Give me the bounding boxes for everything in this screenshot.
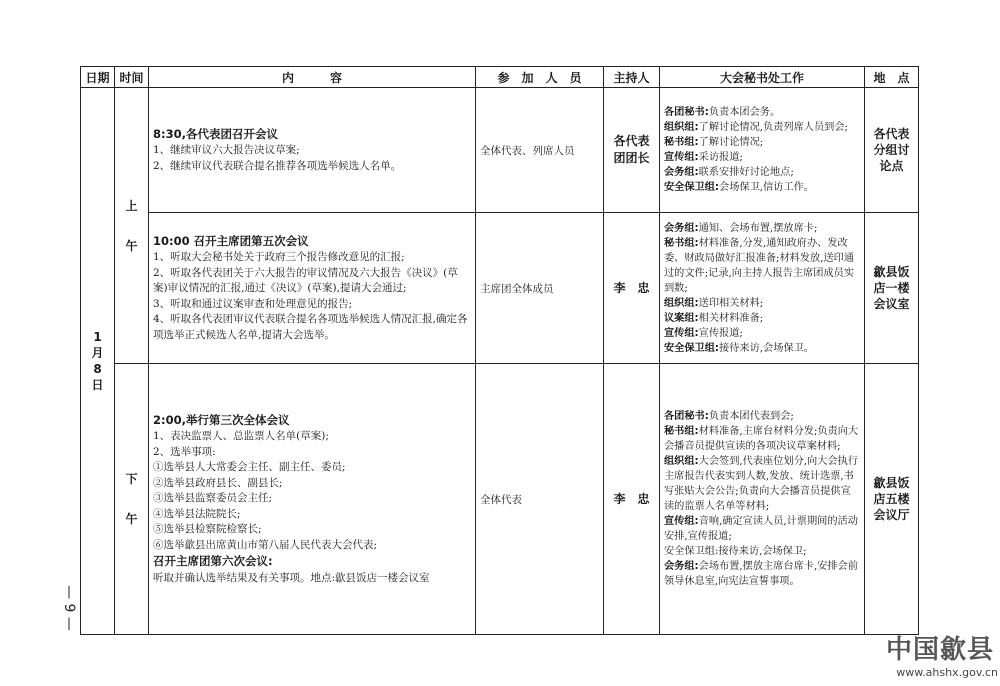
header-time: 时间: [115, 67, 149, 88]
secretariat-cell: 各团秘书:负责本团代表到会; 秘书组:材料准备,主席台材料分发;负责向大会播音员提供宣读的各项决议草案材料; 组织组:大会签到,代表座位划分,向大会执行主席报告代表实到人数,发放、统计选票,书写张贴大会公告;负责向大会播音员提供宣读的监票人名单等材料; 宣传组:音响,确定宣读人员,计票期间的活动安排,宣传报道; 安全保卫组:接待来访,会场保卫; 会务组:会场布置,摆放主席台席卡,安排会前领导休息室,向宪法宣誓事项。: [660, 364, 865, 635]
header-date: 日期: [81, 67, 115, 88]
host-cell: 李 忠: [604, 213, 660, 364]
header-host: 主持人: [604, 67, 660, 88]
schedule-table: [80, 66, 919, 635]
host-cell: 各代表 团团长: [604, 88, 660, 213]
participants-cell: 全体代表: [476, 364, 604, 635]
table-row: [81, 364, 919, 635]
header-secretariat: 大会秘书处工作: [660, 67, 865, 88]
watermark-url: www.ahshx.gov.cn: [896, 666, 998, 679]
table-row: [81, 88, 919, 213]
secretariat-cell: 会务组:通知、会场布置,摆放席卡; 秘书组:材料准备,分发,通知政府办、发改委、财政局做好汇报准备;材料发放,送印通过的文件;记录,向主持人报告主席团成员实到数; 组织组:送印相关材料; 议案组:相关材料准备; 宣传组:宣传报道; 安全保卫组:接待来访,会场保卫。: [660, 213, 865, 364]
period-afternoon: 下 午: [115, 364, 149, 635]
table-row: [81, 213, 919, 364]
host-cell: 李 忠: [604, 364, 660, 635]
page-number: — 9 —: [61, 585, 77, 631]
header-participants: 参 加 人 员: [476, 67, 604, 88]
agenda-heading: 10:00 召开主席团第五次会议: [153, 233, 309, 248]
agenda-heading-2: 召开主席团第六次会议:: [153, 554, 273, 569]
place-cell: 歙县饭 店一楼 会议室: [865, 213, 919, 364]
header-place: 地 点: [865, 67, 919, 88]
content-cell: 10:00 召开主席团第五次会议 1、听取大会秘书处关于政府三个报告修改意见的汇报; 2、听取各代表团关于六大报告的审议情况及六大报告《决议》(草案)审议情况的汇报,通过《决议》(草案),提请大会通过; 3、听取和通过议案审查和处理意见的报告; 4、听取各代表团审议代表联合提名各项选举候选人情况汇报,确定各项选举正式候选人名单,提请大会选举。: [149, 213, 476, 364]
date-cell: 1 月 8 日: [81, 88, 115, 635]
place-cell: 歙县饭 店五楼 会议厅: [865, 364, 919, 635]
agenda-heading: 2:00,举行第三次全体会议: [153, 412, 290, 427]
content-cell: 8:30,各代表团召开会议 1、继续审议六大报告决议草案; 2、继续审议代表联合提名推荐各项选举候选人名单。: [149, 88, 476, 213]
content-cell: 2:00,举行第三次全体会议 1、表决监票人、总监票人名单(草案); 2、选举事项: ①选举县人大常委会主任、副主任、委员; ②选举县政府县长、副县长; ③选举县监察委员会主任; ④选举县法院院长; ⑤选举县检察院检察长; ⑥选举歙县出席黄山市第八届人民代表大会代表; 召开主席团第六次会议: 听取并确认选举结果及有关事项。地点:歙县饭店一楼会议室: [149, 364, 476, 635]
secretariat-cell: 各团秘书:负责本团会务。 组织组:了解讨论情况,负责列席人员到会; 秘书组:了解讨论情况; 宣传组:采访报道; 会务组:联系安排好讨论地点; 安全保卫组:会场保卫,信访工作。: [660, 88, 865, 213]
header-content: 内 容: [149, 67, 476, 88]
place-cell: 各代表 分组讨 论点: [865, 88, 919, 213]
watermark-logo: 中国歙县: [885, 635, 994, 665]
header-row: [81, 67, 919, 88]
participants-cell: 全体代表、列席人员: [476, 88, 604, 213]
period-morning: 上 午: [115, 88, 149, 364]
participants-cell: 主席团全体成员: [476, 213, 604, 364]
agenda-heading: 8:30,各代表团召开会议: [153, 126, 278, 141]
